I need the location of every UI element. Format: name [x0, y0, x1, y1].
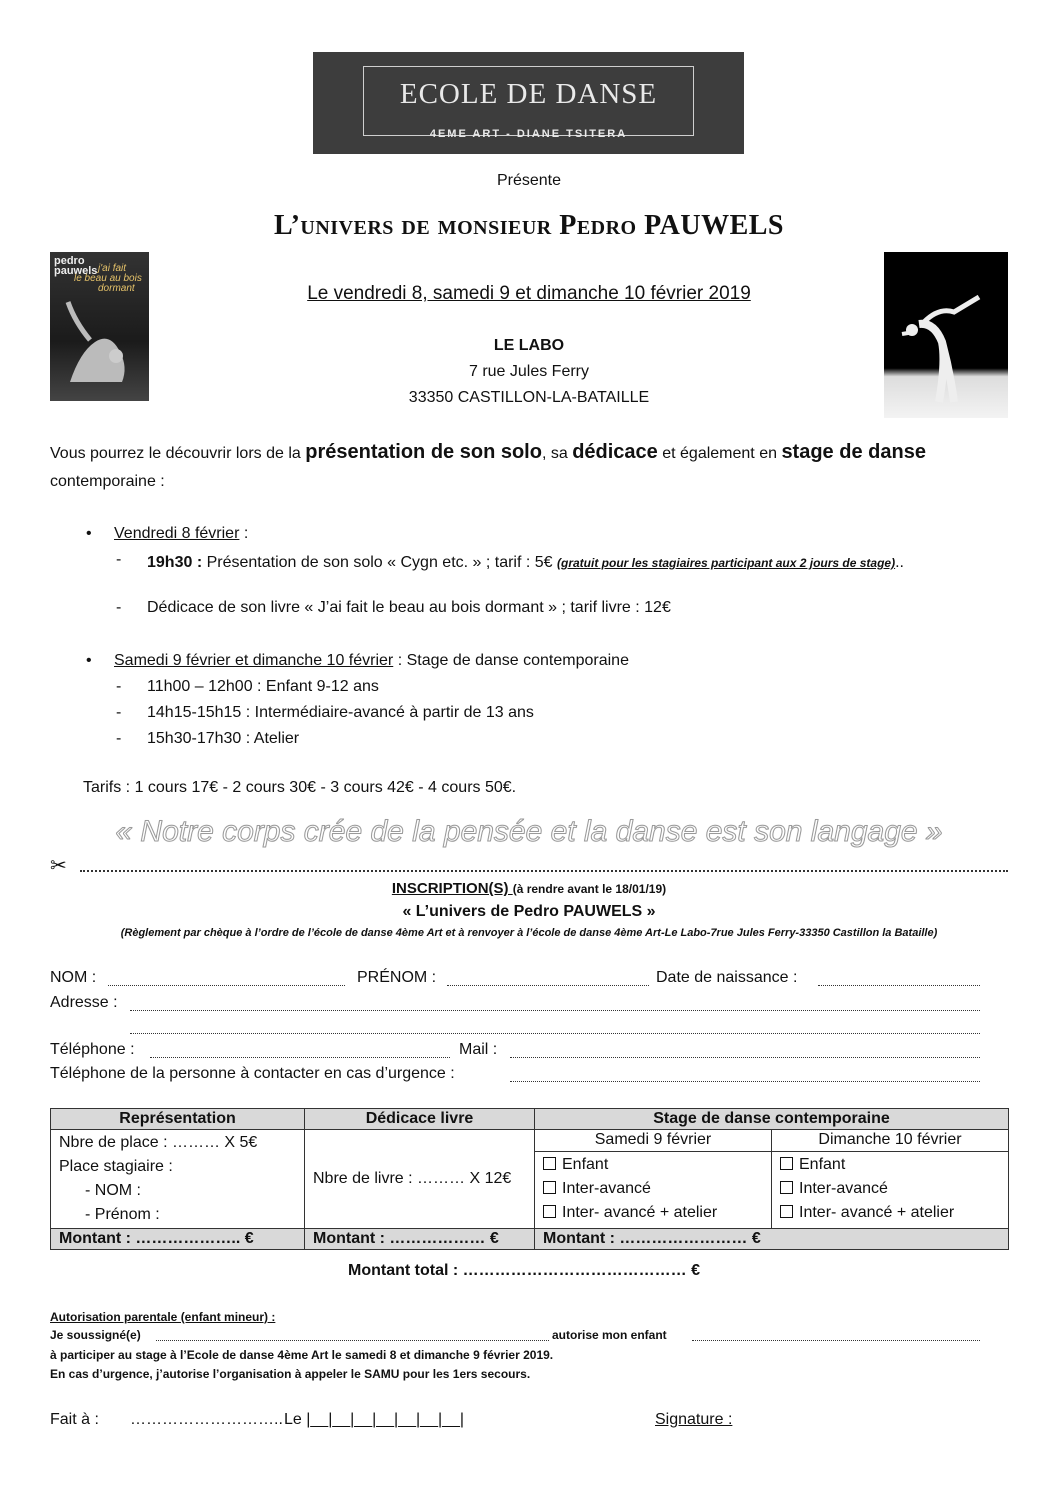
weekend-item-1: 11h00 – 12h00 : Enfant 9-12 ans — [147, 678, 379, 695]
dash-icon: - — [116, 730, 122, 747]
enfant-field[interactable] — [692, 1340, 980, 1341]
book-cover-line2: pauwels — [54, 265, 98, 277]
option-label: Inter- avancé + atelier — [799, 1203, 955, 1221]
cut-dotted-line — [80, 870, 1008, 872]
friday-item-2: Dédicace de son livre « J’ai fait le beau au bois dormant » ; tarif livre : 12€ — [147, 599, 671, 616]
event-dates: Le vendredi 8, samedi 9 et dimanche 10 février 2019 — [307, 283, 751, 304]
naissance-label: Date de naissance : — [656, 969, 798, 986]
samedi-inter-option[interactable] — [543, 1177, 763, 1201]
intro-bold-1: présentation de son solo — [305, 441, 542, 463]
autorisation-line-1-mid: autorise mon enfant — [552, 1328, 667, 1342]
prenom-field[interactable] — [447, 985, 649, 986]
friday-item-1-time: 19h30 : — [147, 554, 203, 571]
friday-heading-text: Vendredi 8 février — [114, 525, 240, 542]
dash-icon: - — [116, 599, 122, 616]
adresse-field[interactable] — [130, 1010, 980, 1011]
date-field[interactable]: Le |__|__|__|__|__|__|__| — [284, 1411, 465, 1428]
montant-total[interactable]: Montant total : …………………………………… € — [348, 1262, 700, 1279]
logo-subtitle: 4EME ART - DIANE TSITERA — [429, 128, 628, 140]
autorisation-line-2: à participer au stage à l’Ecole de danse 4ème Art le samedi 8 et dimanche 9 février 2019. — [50, 1348, 554, 1362]
inscription-deadline: (à rendre avant le 18/01/19) — [512, 882, 667, 896]
stagiaire-nom[interactable]: - NOM : — [85, 1182, 141, 1199]
intro-text-3: et également en — [657, 445, 782, 462]
montant-dedicace[interactable]: Montant : ……………… € — [305, 1229, 535, 1250]
checkbox-icon[interactable] — [780, 1157, 793, 1170]
weekend-heading-text: Samedi 9 février et dimanche 10 février — [114, 652, 394, 669]
book-cover-line4: le beau au bois — [74, 273, 142, 284]
tarifs-line: Tarifs : 1 cours 17€ - 2 cours 30€ - 3 cours 42€ - 4 cours 50€. — [83, 779, 517, 796]
telephone-field[interactable] — [150, 1057, 450, 1058]
presente-label: Présente — [496, 172, 562, 189]
samedi-enfant-option[interactable] — [543, 1153, 763, 1177]
friday-heading-colon: : — [239, 525, 249, 542]
quote-text: « Notre corps crée de la pensée et la danse est son langage » — [115, 815, 943, 848]
fait-label: Fait à : — [50, 1411, 99, 1428]
intro-line-2: contemporaine : — [50, 473, 165, 490]
venue-city: 33350 CASTILLON-LA-BATAILLE — [408, 389, 650, 406]
autorisation-line-3: En cas d’urgence, j’autorise l’organisation à appeler le SAMU pour les 1ers secours. — [50, 1367, 531, 1381]
option-label: Inter-avancé — [799, 1179, 888, 1197]
weekend-item-3: 15h30-17h30 : Atelier — [147, 730, 300, 747]
place-stagiaire: Place stagiaire : — [59, 1158, 173, 1175]
adresse-label: Adresse : — [50, 994, 118, 1011]
inscription-subtitle: « L’univers de Pedro PAUWELS » — [402, 903, 656, 920]
weekend-heading-rest: : Stage de danse contemporaine — [393, 652, 629, 669]
header-stage: Stage de danse contemporaine — [535, 1109, 1009, 1130]
urgence-field[interactable] — [510, 1081, 980, 1082]
header-representation: Représentation — [51, 1109, 305, 1130]
book-cover-line1: pedro — [54, 255, 85, 267]
telephone-label: Téléphone : — [50, 1041, 135, 1058]
samedi-atelier-option[interactable] — [543, 1201, 763, 1225]
soussigne-field[interactable] — [156, 1340, 549, 1341]
friday-item-1-end: .. — [895, 554, 904, 571]
dash-icon: - — [116, 678, 122, 695]
checkbox-icon[interactable] — [780, 1205, 793, 1218]
representation-cell — [51, 1130, 305, 1229]
stagiaire-prenom[interactable]: - Prénom : — [85, 1206, 160, 1223]
inscription-title: INSCRIPTION(S) — [391, 880, 513, 897]
mail-label: Mail : — [459, 1041, 498, 1058]
dimanche-inter-option[interactable] — [780, 1177, 1000, 1201]
dimanche-options — [772, 1151, 1009, 1228]
option-label: Inter- avancé + atelier — [562, 1203, 718, 1221]
samedi-header: Samedi 9 février — [535, 1130, 772, 1152]
intro-bold-3: stage de danse — [781, 441, 926, 463]
dash-icon: - — [116, 704, 122, 721]
friday-item-1-note: (gratuit pour les stagiaires participant aux 2 jours de stage) — [557, 556, 896, 570]
montant-stage[interactable]: Montant : …………………… € — [535, 1229, 1009, 1250]
venue-name: LE LABO — [493, 337, 565, 354]
naissance-field[interactable] — [818, 985, 980, 986]
autorisation-line-1-start: Je soussigné(e) — [50, 1328, 141, 1342]
logo-name: ECOLE DE DANSE — [399, 78, 658, 110]
inscription-heading — [0, 880, 1058, 897]
book-cover-line5: dormant — [98, 283, 135, 294]
dimanche-enfant-option[interactable] — [780, 1153, 1000, 1177]
adresse-field-line2[interactable] — [130, 1033, 980, 1034]
weekend-item-2: 14h15-15h15 : Intermédiaire-avancé à partir de 13 ans — [147, 704, 534, 721]
friday-item-1 — [147, 551, 1009, 575]
intro-text-1: Vous pourrez le découvrir lors de la — [50, 445, 306, 462]
nom-label: NOM : — [50, 969, 97, 986]
friday-bullet-icon: • — [86, 525, 92, 542]
checkbox-icon[interactable] — [780, 1181, 793, 1194]
intro-text-2: , sa — [541, 445, 573, 462]
dash-icon: - — [116, 551, 122, 568]
intro-bold-2: dédicace — [572, 441, 658, 463]
book-cover-line3: j'ai fait — [98, 263, 127, 274]
checkbox-icon[interactable] — [543, 1205, 556, 1218]
montant-representation[interactable]: Montant : ……………….. € — [51, 1229, 305, 1250]
intro-paragraph — [50, 441, 1010, 464]
prenom-label: PRÉNOM : — [357, 969, 437, 986]
weekend-bullet-icon: • — [86, 652, 92, 669]
samedi-options — [535, 1151, 772, 1228]
option-label: Inter-avancé — [562, 1179, 651, 1197]
nbre-place[interactable]: Nbre de place : ……… X 5€ — [59, 1134, 258, 1151]
page-title: L’univers de monsieur Pedro PAUWELS — [273, 210, 785, 241]
order-table — [50, 1108, 1009, 1250]
dedicace-cell — [305, 1130, 535, 1229]
friday-heading — [114, 525, 248, 543]
scissors-icon: ✂ — [50, 855, 67, 877]
header-dedicace: Dédicace livre — [305, 1109, 535, 1130]
nbre-livre[interactable]: Nbre de livre : ……… X 12€ — [313, 1170, 512, 1187]
urgence-label: Téléphone de la personne à contacter en cas d’urgence : — [50, 1065, 455, 1082]
dimanche-header: Dimanche 10 février — [772, 1130, 1009, 1152]
autorisation-heading: Autorisation parentale (enfant mineur) : — [50, 1310, 276, 1324]
nom-field[interactable] — [108, 985, 345, 986]
option-label: Enfant — [799, 1155, 846, 1173]
payment-note: (Règlement par chèque à l’ordre de l’école de danse 4ème Art et à renvoyer à l’école de danse 4ème Art-Le Labo-7rue Jules Ferry-33350 Castillon la Bataille) — [120, 927, 938, 939]
mail-field[interactable] — [510, 1057, 980, 1058]
signature-label: Signature : — [655, 1411, 733, 1428]
friday-item-1-text: Présentation de son solo « Cygn etc. » ; tarif : 5€ — [202, 554, 558, 571]
weekend-heading — [114, 652, 629, 670]
checkbox-icon[interactable] — [543, 1157, 556, 1170]
school-logo — [313, 52, 744, 154]
checkbox-icon[interactable] — [543, 1181, 556, 1194]
venue-street: 7 rue Jules Ferry — [468, 363, 590, 380]
option-label: Enfant — [562, 1155, 609, 1173]
fait-field[interactable]: ……………………….. — [130, 1411, 283, 1428]
dimanche-atelier-option[interactable] — [780, 1201, 1000, 1225]
